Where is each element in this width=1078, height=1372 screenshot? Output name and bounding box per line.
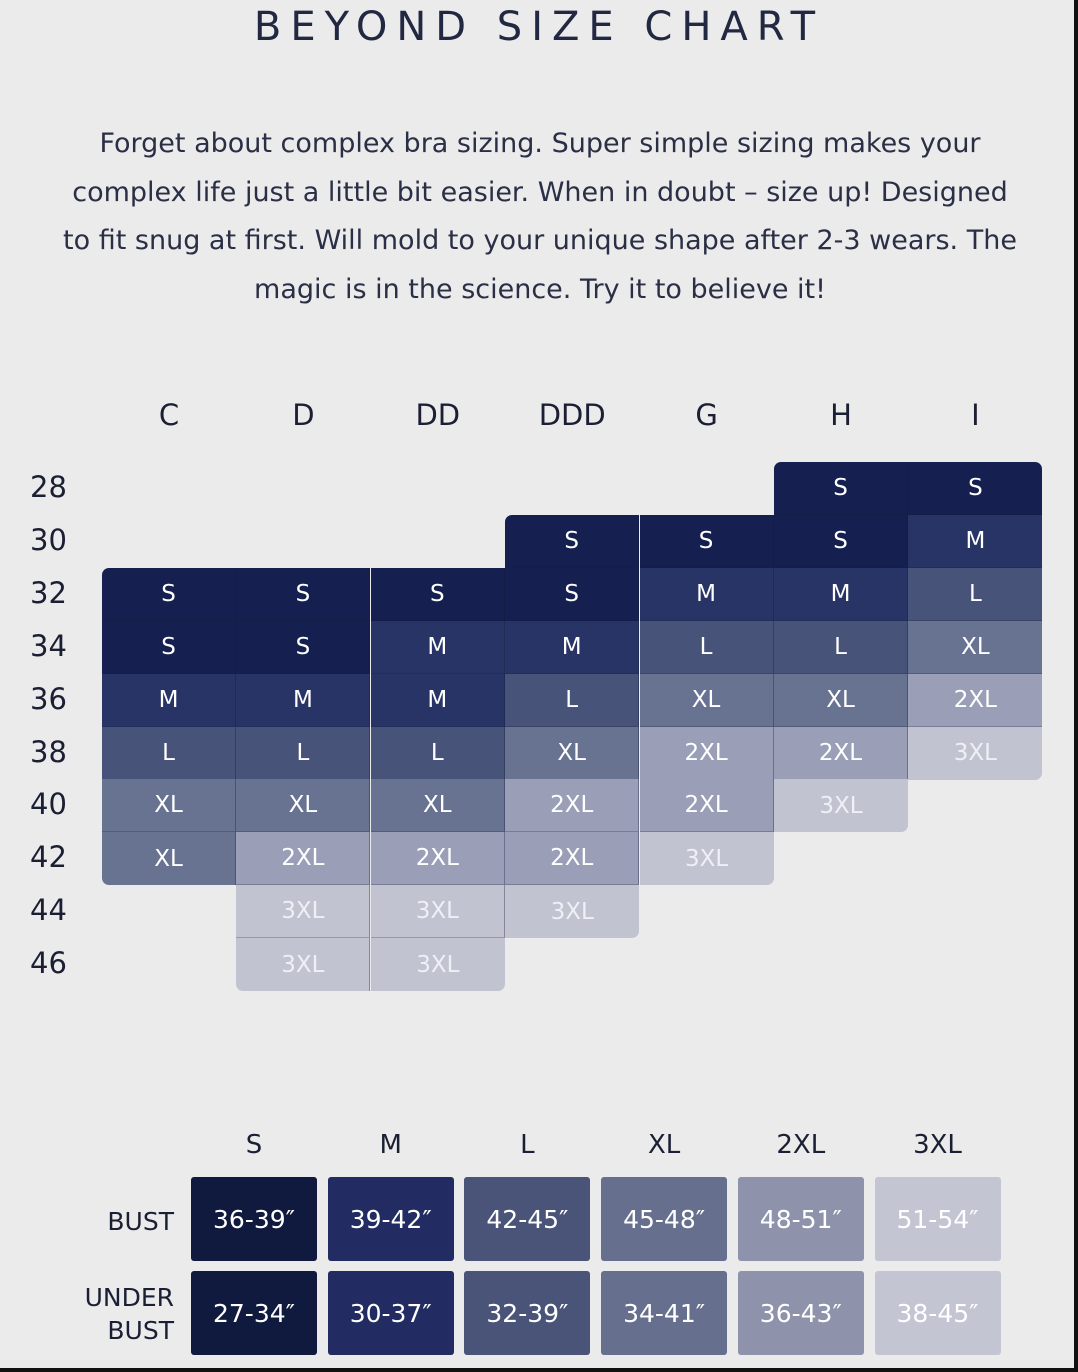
band-label: 44 [30,893,67,928]
size-cell: XL [371,779,505,832]
bust-value: 36-39″ [191,1177,317,1261]
size-header: XL [647,1130,681,1160]
size-cell: L [774,621,908,674]
size-cell: M [908,515,1042,568]
cup-label: DD [415,398,461,432]
size-cell: M [774,568,908,621]
band-label: 32 [30,575,67,610]
under-bust-value: 30-37″ [328,1271,454,1355]
bust-value: 48-51″ [738,1177,864,1261]
size-cell: M [371,621,505,674]
size-cell: L [908,568,1042,621]
size-cell: S [908,462,1042,515]
size-cell: XL [102,832,236,885]
band-label: 40 [30,787,67,822]
cup-label: DDD [538,398,606,432]
size-header: S [245,1130,263,1160]
under-bust-value: 27-34″ [191,1271,317,1355]
size-cell: S [774,462,908,515]
size-cell: 3XL [371,938,505,991]
band-label: 46 [30,946,67,981]
under-bust-value: 34-41″ [601,1271,727,1355]
size-cell: L [505,674,639,727]
size-cell: 2XL [640,779,774,832]
size-cell: M [640,568,774,621]
bust-row-label: BUST [107,1207,174,1236]
under-bust-value: 38-45″ [875,1271,1001,1355]
size-cell: M [236,674,370,727]
under-bust-row-label-2: BUST [107,1316,174,1345]
size-cell: M [505,621,639,674]
size-cell: XL [774,674,908,727]
size-cell: 2XL [774,727,908,780]
size-cell: 3XL [640,832,774,885]
size-cell: 2XL [640,727,774,780]
band-label: 30 [30,522,67,557]
size-cell: S [371,568,505,621]
size-cell: 3XL [371,885,505,938]
size-header: 2XL [776,1130,826,1160]
intro-text: Forget about complex bra sizing. Super simple sizing makes your complex life just a little bit easier. When in doubt – size up! Designed to fit snug at first. Will mold to your unique shape after 2-3 wears. The magic is in the science. Try it to believe it! [63,128,1017,305]
size-cell: S [236,621,370,674]
cup-label: I [971,398,980,432]
size-cell: L [371,727,505,780]
band-label: 28 [30,470,67,504]
size-cell: 2XL [371,832,505,885]
size-cell: S [102,621,236,674]
size-cell: 3XL [505,885,639,938]
band-label: 42 [30,840,67,875]
size-cell: 2XL [505,832,639,885]
size-cell: XL [505,727,639,780]
size-cell: 3XL [774,779,908,832]
size-cell: L [102,727,236,780]
size-cell: XL [908,621,1042,674]
size-cell: 3XL [236,885,370,938]
under-bust-value: 36-43″ [738,1271,864,1355]
size-cell: S [505,568,639,621]
size-header: M [379,1130,402,1160]
bust-value: 42-45″ [464,1177,590,1261]
size-cell: L [236,727,370,780]
bust-value: 45-48″ [601,1177,727,1261]
size-cell: 3XL [236,938,370,991]
size-cell: 2XL [908,674,1042,727]
size-cell: L [640,621,774,674]
band-label: 38 [30,734,67,769]
size-cell: XL [640,674,774,727]
size-cell: XL [102,779,236,832]
page-title: BEYOND SIZE CHART [253,4,825,50]
size-cell: S [774,515,908,568]
under-bust-row-label-1: UNDER [84,1283,174,1312]
cup-label: D [292,398,315,432]
cup-label: G [695,398,718,432]
size-cell: 2XL [236,832,370,885]
bust-value: 39-42″ [328,1177,454,1261]
size-cell: 2XL [505,779,639,832]
cup-label: C [158,398,180,432]
size-header: 3XL [913,1130,962,1160]
size-cell: XL [236,779,370,832]
size-cell: S [505,515,639,568]
size-cell: M [102,674,236,727]
size-header: L [520,1130,535,1160]
size-cell: S [640,515,774,568]
size-cell: 3XL [908,727,1042,780]
size-cell: M [371,674,505,727]
band-label: 34 [30,628,67,663]
size-cell: S [236,568,370,621]
band-label: 36 [30,681,67,716]
under-bust-value: 32-39″ [464,1271,590,1355]
size-cell: S [102,568,236,621]
cup-label: H [830,398,852,432]
bust-value: 51-54″ [875,1177,1001,1261]
